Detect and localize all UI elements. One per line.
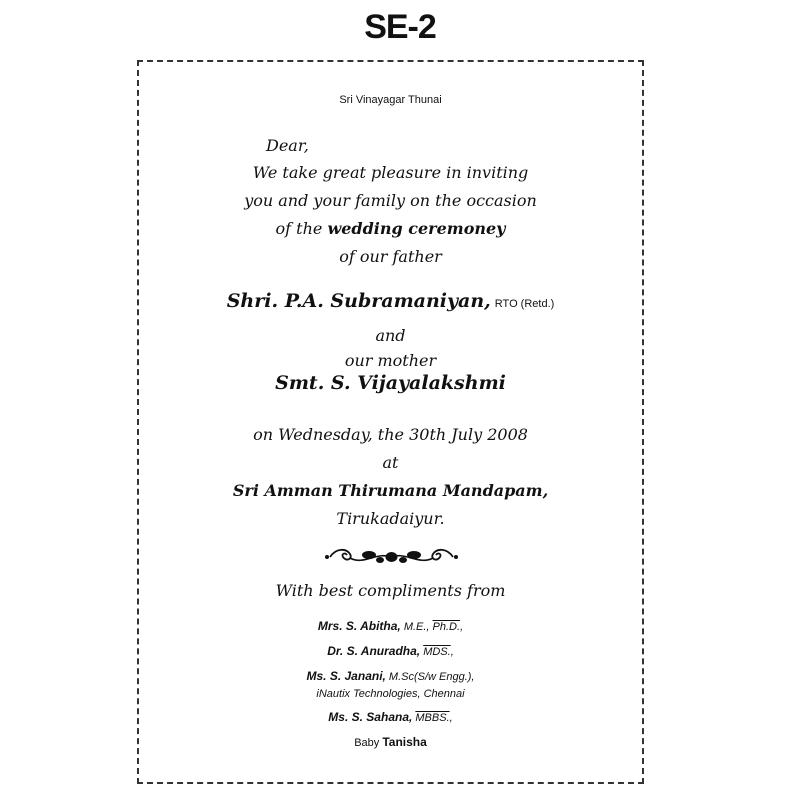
compliments-name: Tanisha [382, 735, 427, 749]
compliments-degree-overline: Ph.D. [432, 621, 461, 633]
invite-line-3-prefix: of the [275, 219, 328, 238]
invite-line-2: you and your family on the occasion [244, 191, 537, 210]
compliments-degree: M.Sc(S/w Engg.), [385, 671, 475, 683]
compliments-entry: Dr. S. Anuradha, MDS., [327, 644, 454, 658]
and-text: and [375, 326, 406, 345]
scroll-flourish-icon [324, 546, 459, 568]
invite-line-4: of our father [339, 247, 442, 266]
compliments-entry: Ms. S. Sahana, MBBS., [328, 710, 453, 724]
compliments-prefix: Baby [354, 737, 383, 749]
invite-line-3 [139, 219, 642, 238]
blessing-text: Sri Vinayagar Thunai [339, 94, 442, 106]
compliments-entry [139, 667, 642, 685]
wedding-ceremony-text: wedding ceremoney [327, 219, 506, 238]
compliments-degree: M.E., [400, 621, 433, 633]
date-line: on Wednesday, the 30th July 2008 [253, 425, 528, 444]
invite-line-1: We take great pleasure in inviting [252, 163, 529, 182]
mother-name: Smt. S. Vijayalakshmi [275, 372, 506, 394]
compliments-heading: With best compliments from [275, 581, 506, 600]
venue-place: Tirukadaiyur. [336, 509, 445, 528]
salutation: Dear, [266, 136, 309, 155]
compliments-degree-overline: MBBS. [415, 712, 450, 724]
mother-label: our mother [344, 351, 437, 370]
compliments-affiliation: iNautix Technologies, Chennai [316, 688, 465, 700]
compliments-name: Ms. S. Sahana, [328, 710, 413, 724]
card-code-title: SE-2 [364, 8, 436, 46]
compliments-entry [139, 733, 642, 751]
compliments-entry: Mrs. S. Abitha, M.E., Ph.D., [317, 619, 464, 633]
invitation-card [137, 60, 644, 784]
father-title: RTO (Retd.) [494, 298, 555, 310]
father-line [139, 290, 642, 312]
compliments-name: Ms. S. Janani, [306, 669, 386, 683]
compliments-name: Dr. S. Anuradha, [327, 644, 421, 658]
compliments-degree-overline: MDS. [423, 646, 451, 658]
at-text: at [382, 453, 399, 472]
father-name: Shri. P.A. Subramaniyan, [226, 290, 491, 312]
compliments-name: Mrs. S. Abitha, [317, 619, 401, 633]
venue-name: Sri Amman Thirumana Mandapam, [232, 481, 549, 500]
